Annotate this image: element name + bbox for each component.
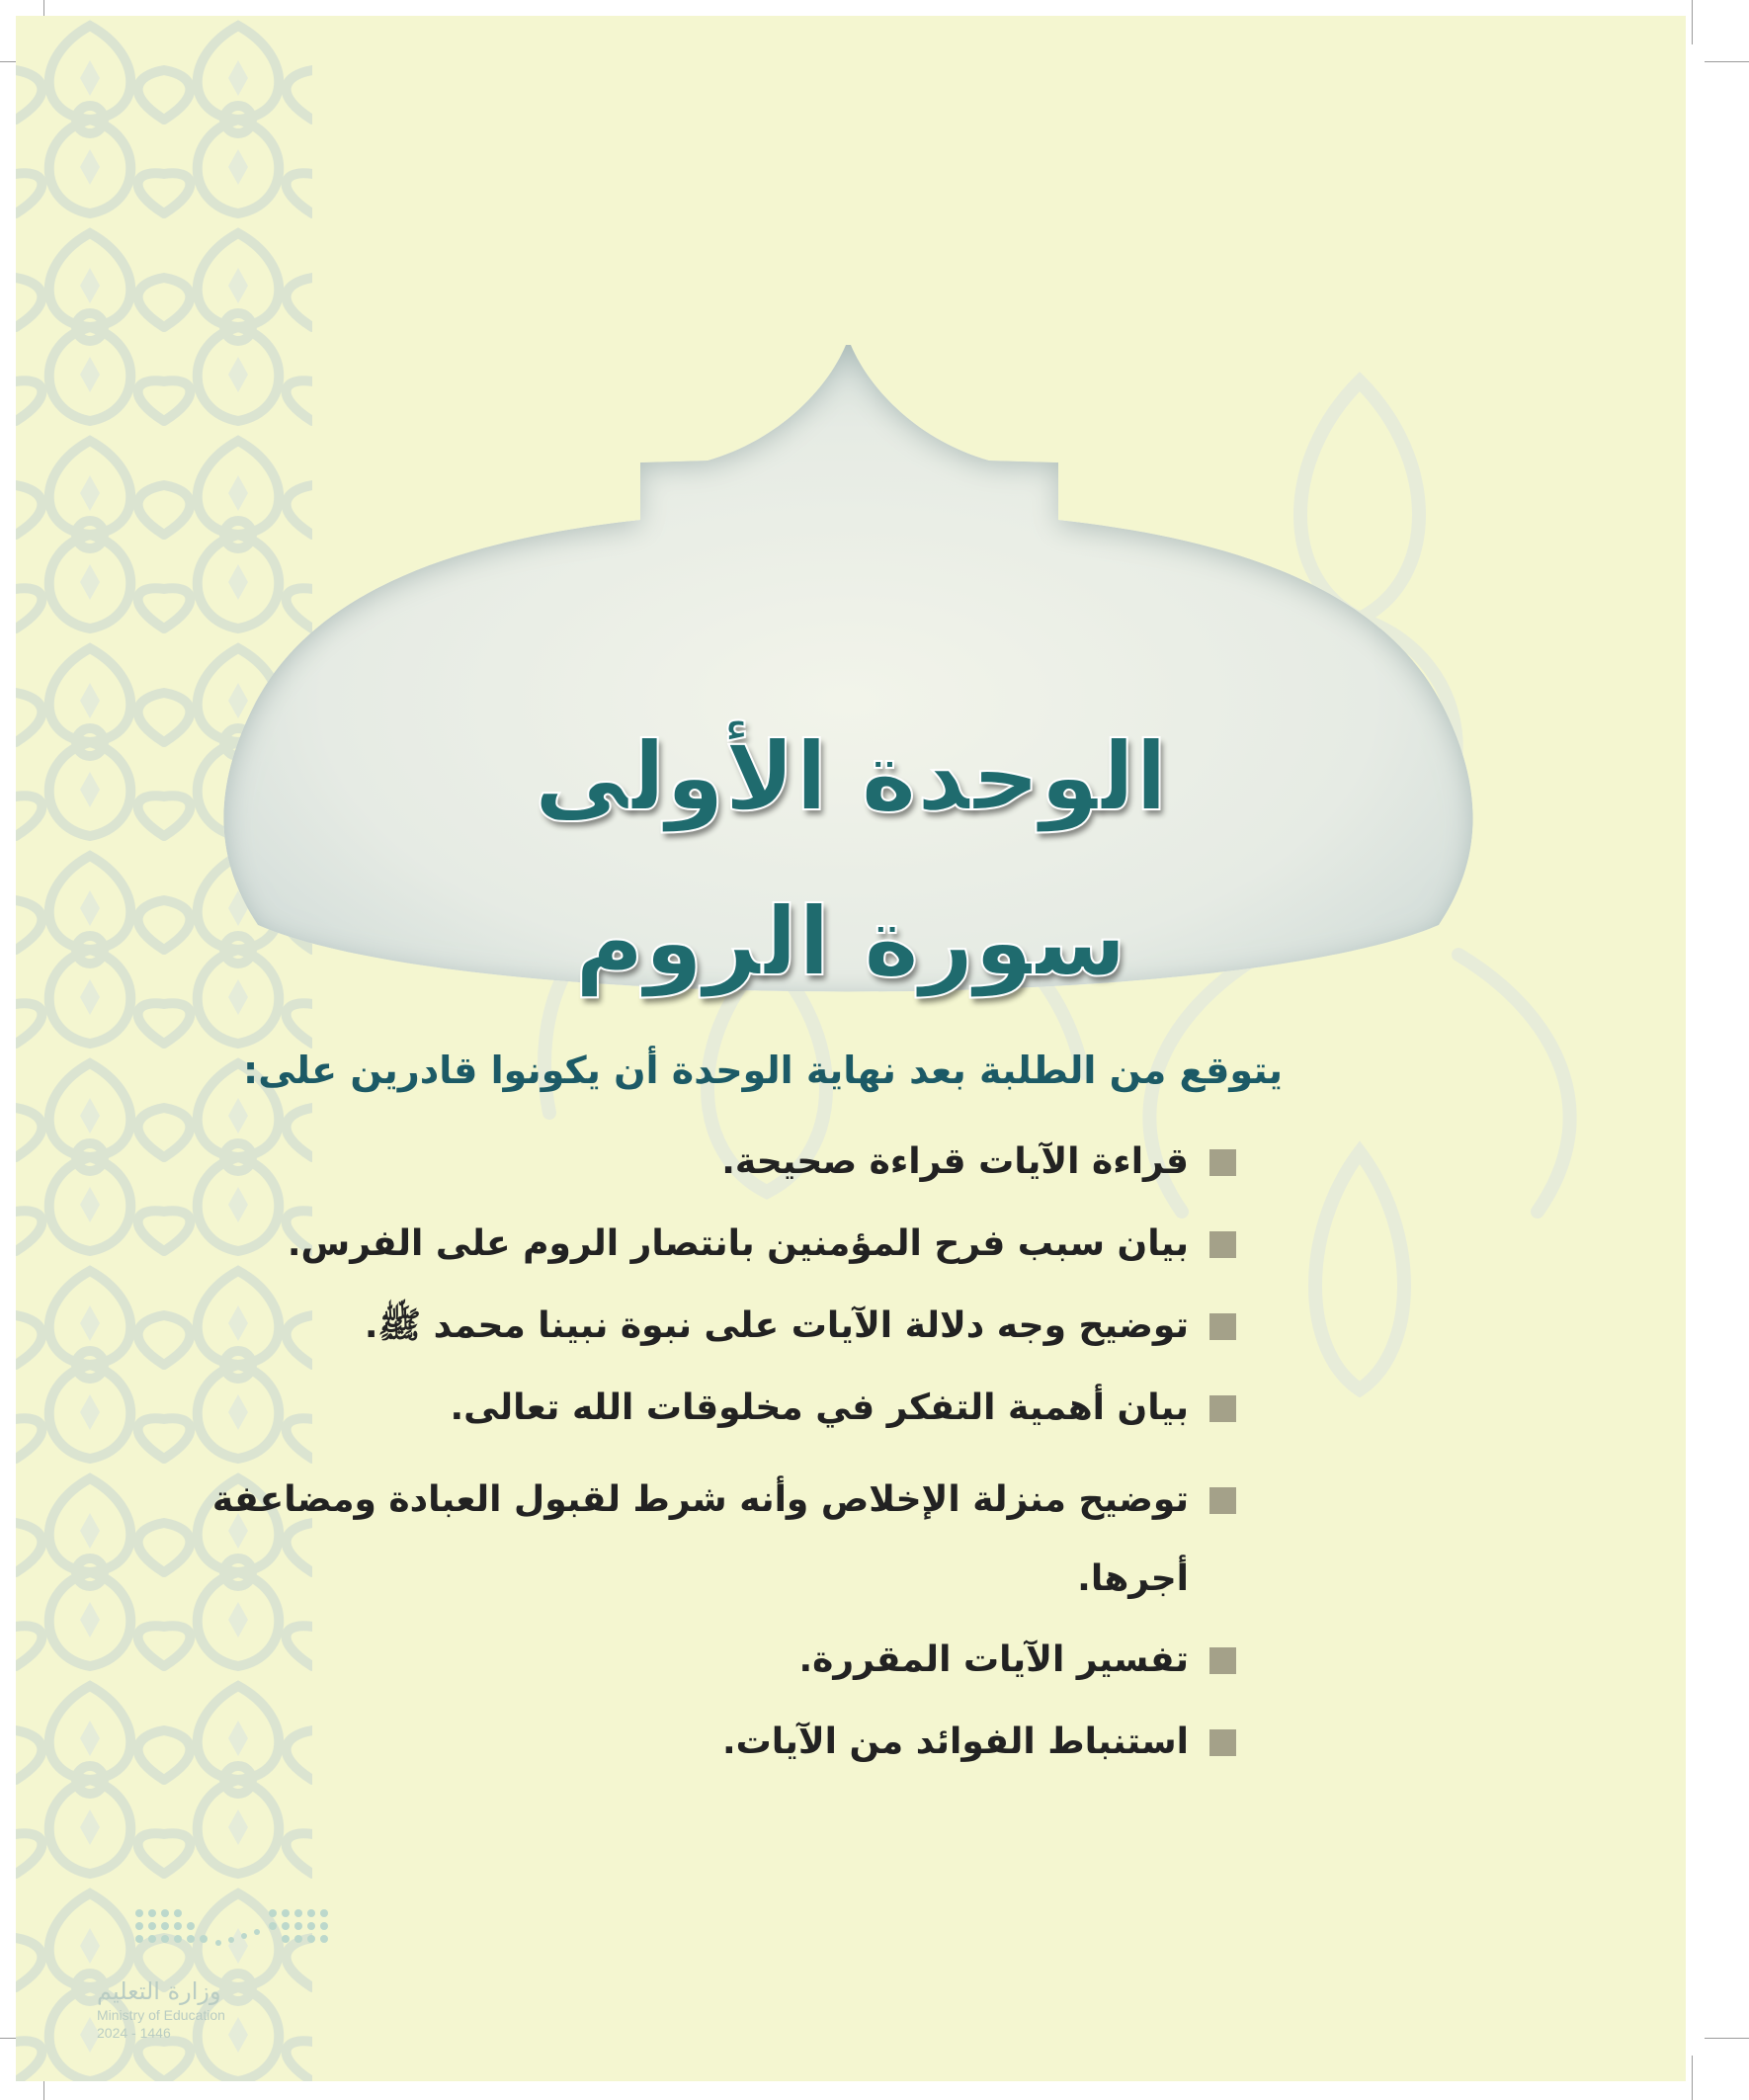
unit-title: الوحدة الأولى xyxy=(534,721,1168,832)
ministry-logo xyxy=(125,1898,352,1968)
objective-text: بيان سبب فرح المؤمنين بانتصار الروم على الفرس. xyxy=(287,1223,1189,1264)
objective-text: توضيح منزلة الإخلاص وأنه شرط لقبول العبادة ومضاعفة أجرها. xyxy=(211,1479,1189,1599)
list-item xyxy=(189,1713,1236,1772)
list-item xyxy=(189,1379,1236,1438)
crop-mark xyxy=(1692,2056,1693,2100)
list-item xyxy=(189,1133,1236,1192)
square-bullet-icon xyxy=(1209,1231,1236,1258)
ministry-name-english: Ministry of Education xyxy=(97,2007,225,2023)
objectives-list xyxy=(189,1133,1236,1795)
edition-year: 2024 - 1446 xyxy=(97,2025,171,2041)
objective-text: قراءة الآيات قراءة صحيحة. xyxy=(721,1141,1189,1182)
list-item xyxy=(189,1215,1236,1274)
list-item xyxy=(189,1461,1236,1619)
page xyxy=(16,16,1686,2081)
objective-text: استنباط الفوائد من الآيات. xyxy=(721,1722,1189,1762)
crop-mark xyxy=(1705,2038,1749,2039)
crop-mark xyxy=(1705,61,1749,62)
list-item xyxy=(189,1631,1236,1690)
ministry-name-arabic: وزارة التعليم xyxy=(97,1977,221,2005)
square-bullet-icon xyxy=(1209,1647,1236,1674)
objective-text: توضيح وجه دلالة الآيات على نبوة نبينا محمد ﷺ. xyxy=(364,1305,1189,1346)
square-bullet-icon xyxy=(1209,1395,1236,1422)
objective-text: بيان أهمية التفكر في مخلوقات الله تعالى. xyxy=(450,1387,1189,1428)
square-bullet-icon xyxy=(1209,1487,1236,1514)
surah-title: سورة الروم xyxy=(574,886,1127,997)
objective-text: تفسير الآيات المقررة. xyxy=(798,1639,1189,1680)
list-item xyxy=(189,1297,1236,1356)
crop-mark xyxy=(1692,0,1693,44)
square-bullet-icon xyxy=(1209,1313,1236,1340)
square-bullet-icon xyxy=(1209,1729,1236,1756)
square-bullet-icon xyxy=(1209,1149,1236,1176)
objectives-intro: يتوقع من الطلبة بعد نهاية الوحدة أن يكونوا قادرين على: xyxy=(243,1049,1283,1092)
